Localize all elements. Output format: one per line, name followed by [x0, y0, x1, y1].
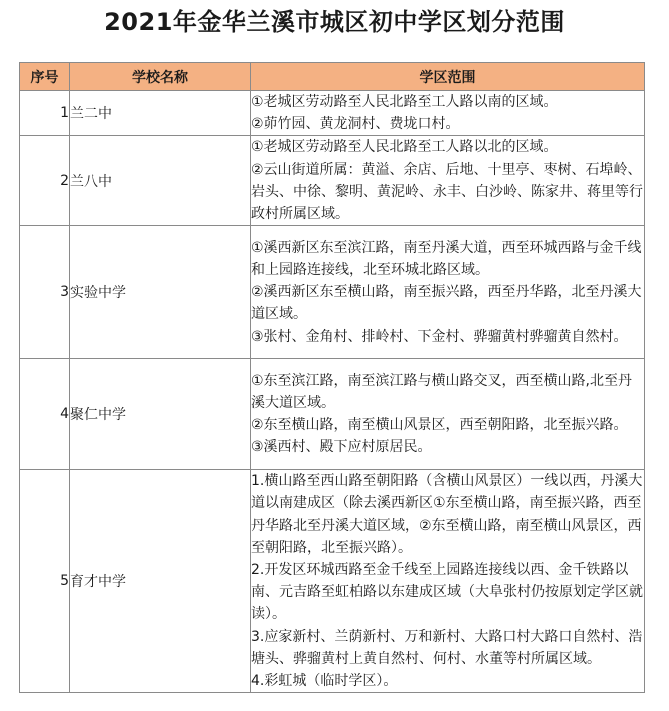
- area-line: ③溪西村、殿下应村原居民。: [251, 439, 432, 456]
- area-line: ③张村、金角村、排岭村、下金村、骅骝黄村骅骝黄自然村。: [251, 328, 628, 345]
- area-line: 4.彩虹城（临时学区）。: [251, 673, 398, 690]
- row-district-area: [251, 359, 645, 470]
- table-header-row: [20, 63, 645, 91]
- row-district-area: [251, 136, 645, 226]
- row-school-name: 聚仁中学: [70, 359, 251, 470]
- header-serial-number: 序号: [20, 63, 70, 91]
- page-title: 2021年金华兰溪市城区初中学区划分范围: [104, 8, 565, 36]
- row-district-area: [251, 91, 645, 136]
- table-row: [20, 226, 645, 359]
- area-line: 3.应家新村、兰荫新村、万和新村、大路口村大路口自然村、浩塘头、骅骝黄村上黄自然村、何村、水董等村所属区域。: [251, 628, 643, 667]
- area-line: ①溪西新区东至滨江路，南至丹溪大道，西至环城西路与金千线和上园路连接线，北至环城北路区域。: [251, 239, 642, 278]
- row-serial-number: 4: [20, 359, 70, 470]
- area-line: 1.横山路至西山路至朝阳路（含横山风景区）一线以西，丹溪大道以南建成区（除去溪西新区①东至横山路，南至振兴路，西至丹华路北至丹溪大道区域，②东至横山路，南至横山风景区，西至朝阳路，北至振兴路）。: [251, 473, 643, 556]
- row-school-name: 实验中学: [70, 226, 251, 359]
- table-row: [20, 359, 645, 470]
- row-serial-number: 1: [20, 91, 70, 136]
- area-line: ①老城区劳动路至人民北路至工人路以北的区域。: [251, 139, 558, 156]
- school-district-table: [19, 62, 645, 693]
- area-line: ①东至滨江路，南至滨江路与横山路交叉，西至横山路,北至丹溪大道区域。: [251, 372, 632, 412]
- table-row: [20, 136, 645, 226]
- row-school-name: 育才中学: [70, 470, 251, 693]
- table-row: [20, 470, 645, 693]
- area-line: ②东至横山路，南至横山风景区，西至朝阳路，北至振兴路。: [251, 417, 628, 434]
- row-serial-number: 2: [20, 136, 70, 226]
- row-school-name: 兰八中: [70, 136, 251, 226]
- area-line: ②茆竹园、黄龙洞村、费垅口村。: [251, 116, 460, 133]
- header-district-area: 学区范围: [251, 63, 645, 91]
- area-line: ①老城区劳动路至人民北路至工人路以南的区域。: [251, 94, 558, 110]
- area-line: 2.开发区环城西路至金千线至上园路连接线以西、金千铁路以南、元吉路至虹柏路以东建成区域（大阜张村仍按原划定学区就读）。: [251, 562, 643, 623]
- row-serial-number: 5: [20, 470, 70, 693]
- area-line: ②云山街道所属：黄溢、余店、后地、十里亭、枣树、石埠岭、岩头、中徐、黎明、黄泥岭、永丰、白沙岭、陈家井、蒋里等行政村所属区域。: [251, 161, 643, 223]
- row-district-area: [251, 470, 645, 693]
- header-school-name: 学校名称: [70, 63, 251, 91]
- area-line: ②溪西新区东至横山路，南至振兴路，西至丹华路，北至丹溪大道区域。: [251, 284, 642, 323]
- table-row: [20, 91, 645, 136]
- row-district-area: [251, 226, 645, 359]
- row-serial-number: 3: [20, 226, 70, 359]
- row-school-name: 兰二中: [70, 91, 251, 136]
